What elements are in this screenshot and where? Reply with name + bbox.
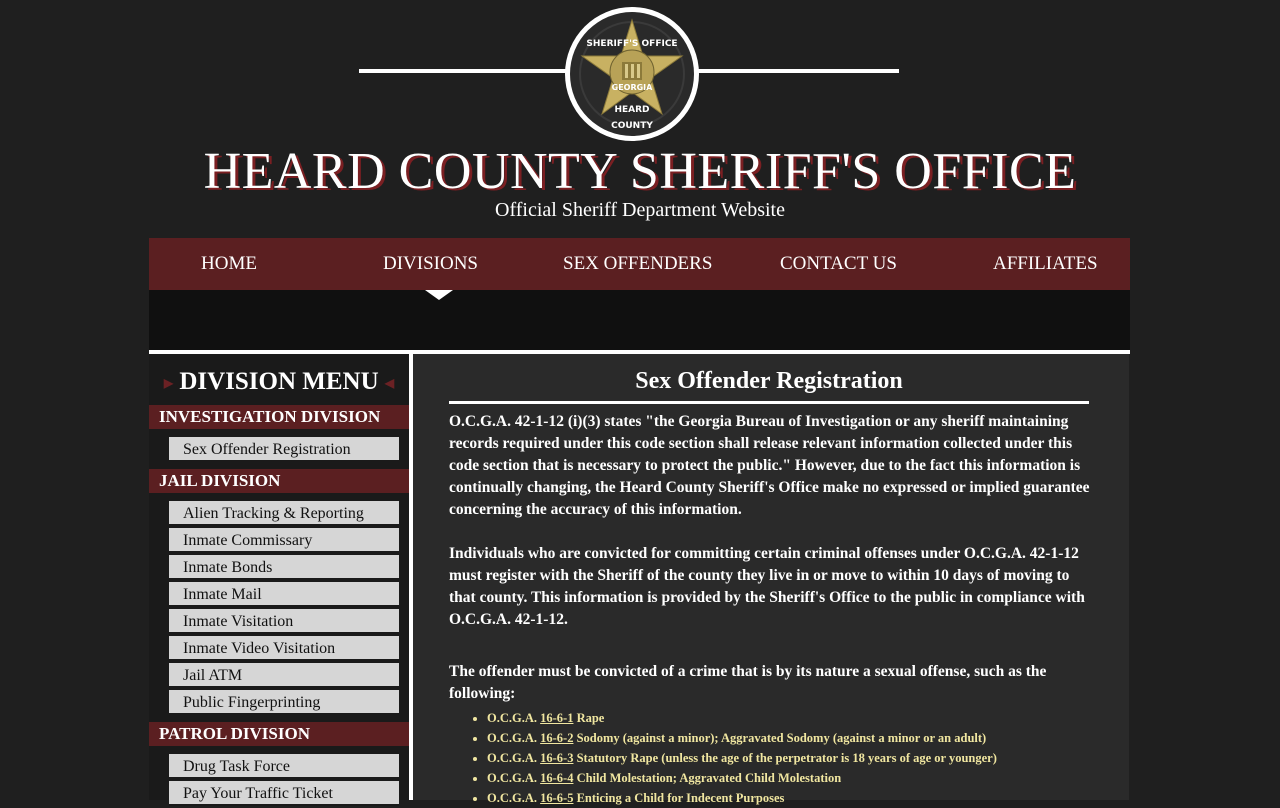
site-subtitle: Official Sheriff Department Website bbox=[495, 199, 785, 221]
triangle-right-icon: ▶ bbox=[163, 375, 174, 390]
list-item bbox=[487, 748, 997, 768]
title-underline bbox=[449, 401, 1089, 404]
sidebar-item-alien-tracking[interactable]: Alien Tracking & Reporting bbox=[169, 501, 399, 526]
law-prefix: O.C.G.A. bbox=[487, 791, 541, 805]
law-code-link[interactable]: 16-6-4 bbox=[540, 771, 574, 785]
header-rule-right bbox=[698, 69, 899, 73]
header-rule-left bbox=[359, 69, 569, 73]
nav-active-caret-icon bbox=[425, 290, 453, 300]
law-prefix: O.C.G.A. bbox=[487, 711, 541, 725]
site-title: HEARD COUNTY SHERIFF'S OFFICE bbox=[203, 143, 1077, 200]
list-item bbox=[487, 728, 997, 748]
sidebar-item-drug-task-force[interactable]: Drug Task Force bbox=[169, 754, 399, 779]
law-code-link[interactable]: 16-6-3 bbox=[540, 751, 574, 765]
law-code-link[interactable]: 16-6-5 bbox=[540, 791, 574, 805]
sidebar-item-pay-traffic-ticket[interactable]: Pay Your Traffic Ticket bbox=[169, 781, 399, 806]
badge-lower-text: HEARD bbox=[614, 105, 650, 115]
nav-sex-offenders[interactable]: SEX OFFENDERS bbox=[563, 253, 713, 274]
offense-list bbox=[449, 708, 997, 808]
page-title: Sex Offender Registration bbox=[635, 368, 903, 394]
nav-divisions[interactable]: DIVISIONS bbox=[383, 253, 478, 274]
badge-middle-text: GEORGIA bbox=[611, 83, 653, 92]
law-prefix: O.C.G.A. bbox=[487, 771, 541, 785]
badge-top-text: SHERIFF'S OFFICE bbox=[586, 39, 678, 49]
sidebar-title bbox=[149, 368, 409, 396]
paragraph-disclaimer: O.C.G.A. 42-1-12 (i)(3) states "the Georgia Bureau of Investigation or any sheriff maintaining records required under this code section shall release relevant information collected under this code section that is necessary to protect the public." However, due to the fact this information is continually changing, the Heard County Sheriff's Office make no expressed or implied guarantee concerning the accuracy of this information. bbox=[449, 413, 1090, 518]
sidebar-item-jail-atm[interactable]: Jail ATM bbox=[169, 663, 399, 688]
section-patrol[interactable]: PATROL DIVISION bbox=[149, 722, 409, 746]
law-prefix: O.C.G.A. bbox=[487, 731, 541, 745]
sidebar-item-public-fingerprinting[interactable]: Public Fingerprinting bbox=[169, 690, 399, 715]
sidebar-item-sex-offender-registration[interactable]: Sex Offender Registration bbox=[169, 437, 399, 462]
star-badge-icon bbox=[570, 12, 694, 136]
nav-affiliates[interactable]: AFFILIATES bbox=[993, 253, 1098, 274]
sidebar-item-inmate-bonds[interactable]: Inmate Bonds bbox=[169, 555, 399, 580]
badge-bottom-text: COUNTY bbox=[611, 121, 653, 131]
triangle-left-icon: ◀ bbox=[384, 375, 395, 390]
nav-contact-us[interactable]: CONTACT US bbox=[780, 253, 897, 274]
main-nav bbox=[149, 238, 1130, 290]
law-code-link[interactable]: 16-6-2 bbox=[540, 731, 574, 745]
law-desc: Rape bbox=[573, 711, 605, 725]
law-desc: Sodomy (against a minor); Aggravated Sodomy (against a minor or an adult) bbox=[573, 731, 987, 745]
sidebar-item-inmate-commissary[interactable]: Inmate Commissary bbox=[169, 528, 399, 553]
law-code-link[interactable]: 16-6-1 bbox=[540, 711, 574, 725]
sidebar-item-inmate-mail[interactable]: Inmate Mail bbox=[169, 582, 399, 607]
nav-submenu-band bbox=[149, 290, 1130, 350]
section-investigation[interactable]: INVESTIGATION DIVISION bbox=[149, 405, 409, 429]
law-desc: Statutory Rape (unless the age of the perpetrator is 18 years of age or younger) bbox=[573, 751, 997, 765]
law-desc: Enticing a Child for Indecent Purposes bbox=[573, 791, 785, 805]
division-sidebar bbox=[149, 354, 409, 800]
nav-home[interactable]: HOME bbox=[201, 253, 257, 274]
list-item bbox=[487, 788, 997, 808]
sidebar-title-text: DIVISION MENU bbox=[179, 368, 379, 395]
paragraph-offense-intro: The offender must be convicted of a crime that is by its nature a sexual offense, such as the following: bbox=[449, 663, 1047, 702]
sidebar-item-inmate-visitation[interactable]: Inmate Visitation bbox=[169, 609, 399, 634]
sidebar-item-inmate-video-visitation[interactable]: Inmate Video Visitation bbox=[169, 636, 399, 661]
main-content bbox=[413, 354, 1129, 805]
list-item bbox=[487, 708, 997, 728]
list-item bbox=[487, 768, 997, 788]
section-jail[interactable]: JAIL DIVISION bbox=[149, 469, 409, 493]
law-desc: Child Molestation; Aggravated Child Molestation bbox=[573, 771, 842, 785]
paragraph-registration: Individuals who are convicted for committing certain criminal offenses under O.C.G.A. 42-1-12 must register with the Sheriff of the county they live in or move to within 10 days of moving to that county. This information is provided by the Sheriff's Office to the public in compliance with O.C.G.A. 42-1-12. bbox=[449, 545, 1085, 628]
sheriff-badge-logo[interactable] bbox=[565, 7, 699, 141]
law-prefix: O.C.G.A. bbox=[487, 751, 541, 765]
